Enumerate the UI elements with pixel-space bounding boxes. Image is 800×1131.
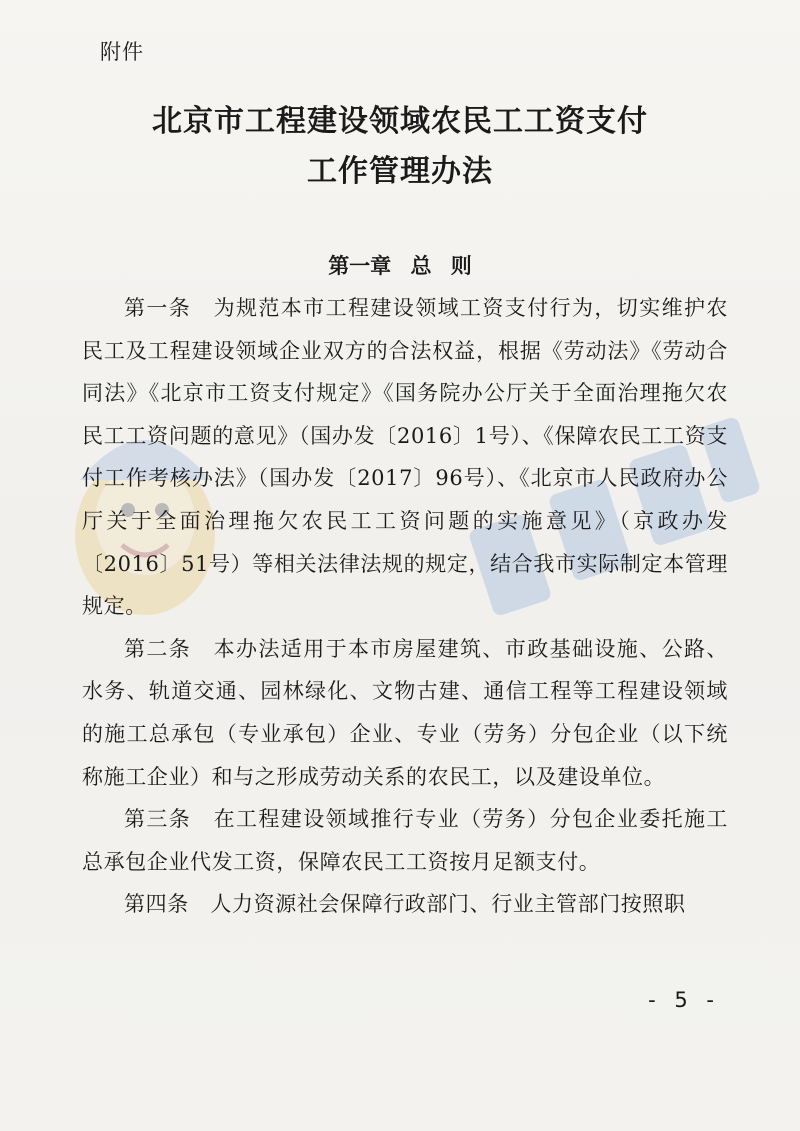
article-2: 第二条 本办法适用于本市房屋建筑、市政基础设施、公路、水务、轨道交通、园林绿化、文物古建、通信工程等工程建设领域的施工总承包（专业承包）企业、专业（劳务）分包企业（以下统称施工企业）和与之形成劳动关系的农民工，以及建设单位。	[82, 636, 728, 789]
article-3: 第三条 在工程建设领域推行专业（劳务）分包企业委托施工总承包企业代发工资，保障农民工工资按月足额支付。	[82, 807, 728, 874]
article-4: 第四条 人力资源社会保障行政部门、行业主管部门按照职	[124, 892, 686, 917]
chapter-heading: 第一章 总 则	[328, 254, 472, 278]
attachment-label: 附件	[100, 40, 144, 64]
page-number: - 5 -	[648, 988, 720, 1012]
document-title-line2: 工作管理办法	[307, 154, 493, 189]
document-title-line1: 北京市工程建设领域农民工工资支付	[152, 104, 648, 139]
document-body	[82, 287, 728, 926]
article-1: 第一条 为规范本市工程建设领域工资支付行为，切实维护农民工及工程建设领域企业双方的合法权益，根据《劳动法》《劳动合同法》《北京市工资支付规定》《国务院办公厅关于全面治理拖欠农民工工资问题的意见》（国办发〔2016〕1号）、《保障农民工工资支付工作考核办法》（国办发〔2017〕96号）、《北京市人民政府办公厅关于全面治理拖欠农民工工资问题的实施意见》（京政办发〔2016〕51号）等相关法律法规的规定，结合我市实际制定本管理规定。	[82, 296, 728, 619]
